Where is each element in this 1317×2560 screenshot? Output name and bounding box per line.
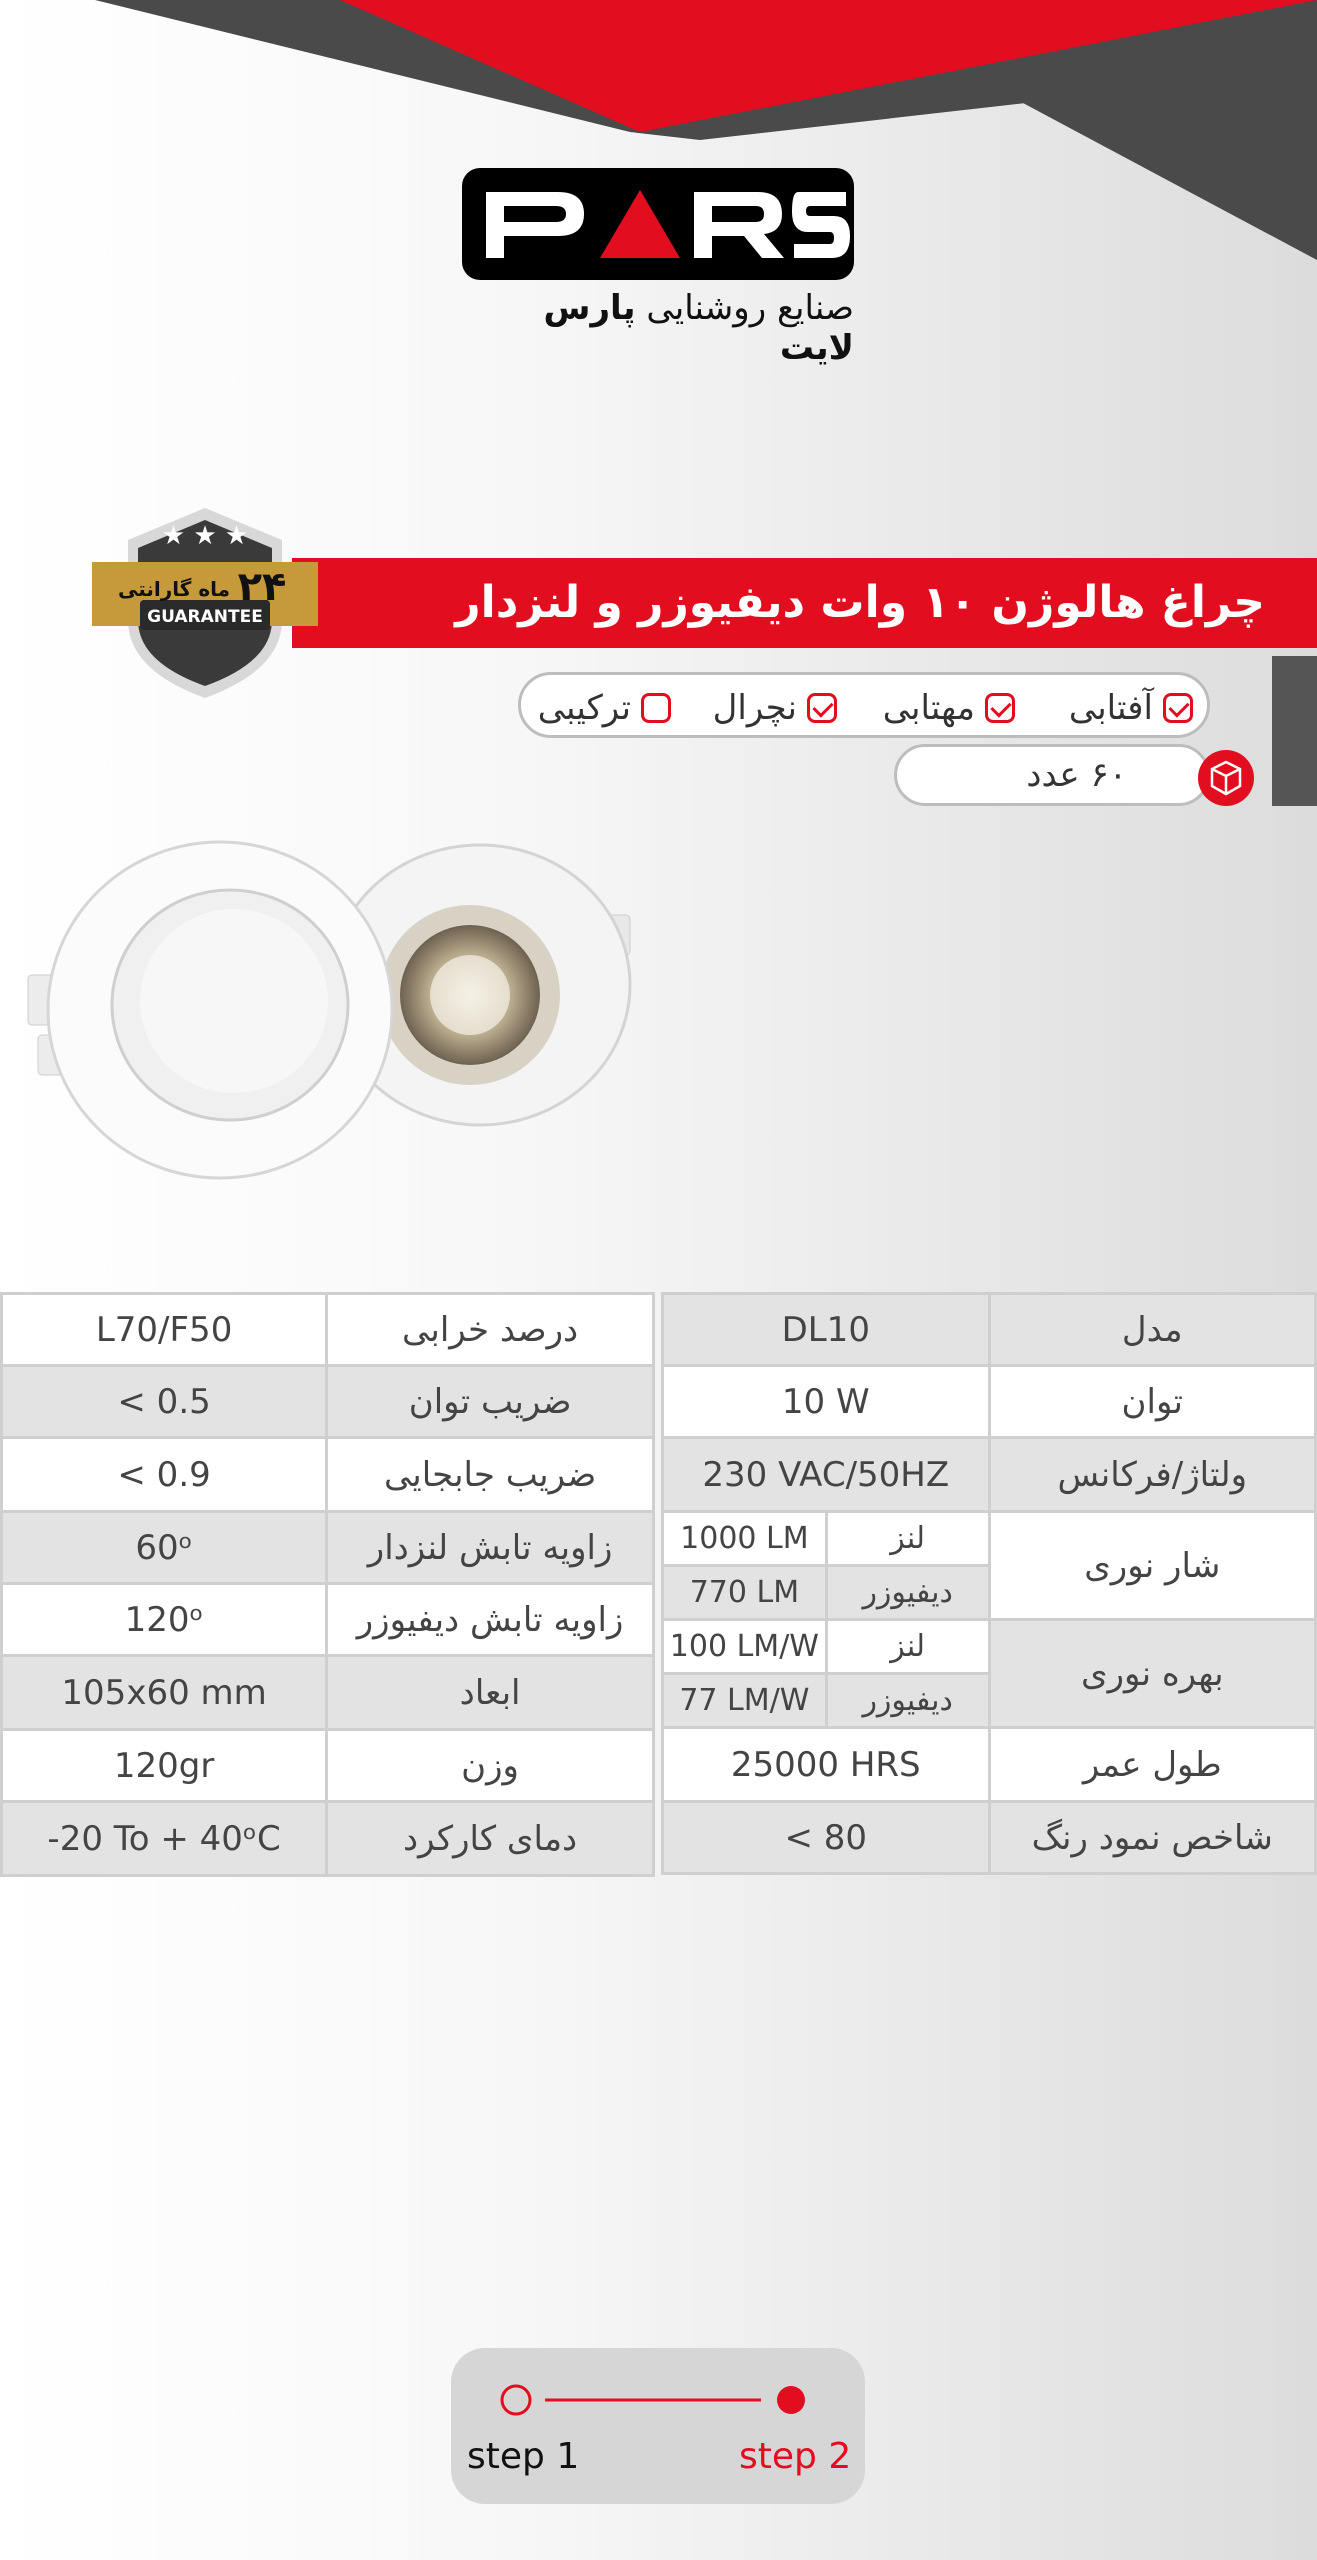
pars-logo — [462, 168, 854, 280]
guarantee-badge-icon — [92, 500, 318, 706]
step-indicator — [451, 2348, 865, 2504]
option-label: نچرال — [712, 688, 797, 728]
spec-table-right — [661, 1292, 1317, 1875]
product-title: چراغ هالوژن ۱۰ وات دیفیوزر و لنزدار — [455, 577, 1265, 628]
step1-dot-icon[interactable] — [502, 2386, 530, 2414]
brand-subtitle-regular: صنایع روشنایی — [635, 288, 854, 328]
spec-label: ضریب جابجایی — [327, 1438, 654, 1512]
checkbox-checked-icon[interactable] — [1163, 693, 1193, 723]
guarantee-label: GUARANTEE — [147, 607, 263, 627]
spec-label: طول عمر — [989, 1728, 1315, 1802]
product-title-banner — [292, 558, 1317, 648]
spec-value: 105x60 mm — [2, 1656, 327, 1730]
option-label: مهتابی — [882, 688, 975, 728]
guarantee-stars: ★ ★ ★ — [161, 521, 249, 551]
spec-value: 120gr — [2, 1730, 327, 1802]
option-combined[interactable] — [538, 683, 671, 733]
step2-label[interactable]: step 2 — [739, 2436, 852, 2477]
spec-value: DL10 — [663, 1294, 990, 1366]
quantity-pill — [894, 744, 1210, 806]
spec-value: 100 LM/W — [663, 1620, 827, 1674]
spec-label: بهره نوری — [989, 1620, 1315, 1728]
checkbox-unchecked-icon[interactable] — [641, 693, 671, 723]
spec-value: -20 To + 40ᵒC — [2, 1802, 327, 1876]
spec-value: 10 W — [663, 1366, 990, 1438]
option-moonlight[interactable] — [883, 683, 1015, 733]
option-label: ترکیبی — [537, 688, 631, 728]
spec-value: 770 LM — [663, 1566, 827, 1620]
spec-label: مدل — [989, 1294, 1315, 1366]
spec-label: درصد خرابی — [327, 1294, 654, 1366]
spec-sublabel: دیفیوزر — [826, 1566, 989, 1620]
spec-value: < 0.9 — [2, 1438, 327, 1512]
spec-value: 25000 HRS — [663, 1728, 990, 1802]
spec-label: شار نوری — [989, 1512, 1315, 1620]
spec-sublabel: دیفیوزر — [826, 1674, 989, 1728]
option-natural[interactable] — [713, 683, 837, 733]
guarantee-months: ماه گارانتی — [117, 577, 231, 601]
checkbox-checked-icon[interactable] — [985, 693, 1015, 723]
spec-label: ولتاژ/فرکانس — [989, 1438, 1315, 1512]
box-icon — [1196, 748, 1256, 808]
guarantee-number: ۲۴ — [237, 564, 287, 610]
brand-subtitle-bold: پارس لایت — [543, 288, 854, 368]
usage-options — [518, 672, 1210, 738]
spec-label: ابعاد — [327, 1656, 654, 1730]
pars-logo-mark — [462, 168, 854, 280]
spec-value: < 80 — [663, 1802, 990, 1874]
spec-label: شاخص نمود رنگ — [989, 1802, 1315, 1874]
spec-value: 60ᵒ — [2, 1512, 327, 1584]
option-sunlight[interactable] — [1069, 683, 1193, 733]
option-label: آفتابی — [1068, 688, 1153, 728]
brand-subtitle — [462, 288, 854, 368]
spec-value: 1000 LM — [663, 1512, 827, 1566]
step2-dot-icon[interactable] — [777, 2386, 805, 2414]
spec-value: 120ᵒ — [2, 1584, 327, 1656]
step1-label[interactable]: step 1 — [467, 2436, 580, 2477]
spec-label: دمای کارکرد — [327, 1802, 654, 1876]
spec-label: ضریب توان — [327, 1366, 654, 1438]
spec-label: زاویه تابش دیفیوزر — [327, 1584, 654, 1656]
spec-label: زاویه تابش لنزدار — [327, 1512, 654, 1584]
spec-value: < 0.5 — [2, 1366, 327, 1438]
step-track — [451, 2348, 865, 2428]
spec-value: 77 LM/W — [663, 1674, 827, 1728]
side-tab — [1272, 656, 1317, 806]
checkbox-checked-icon[interactable] — [807, 693, 837, 723]
spec-table-left — [0, 1292, 655, 1877]
spec-value: L70/F50 — [2, 1294, 327, 1366]
spec-sublabel: لنز — [826, 1620, 989, 1674]
spec-value: 230 VAC/50HZ — [663, 1438, 990, 1512]
spec-sublabel: لنز — [826, 1512, 989, 1566]
spec-label: توان — [989, 1366, 1315, 1438]
quantity-text: ۶۰ عدد — [1026, 755, 1127, 795]
spec-label: وزن — [327, 1730, 654, 1802]
product-image — [20, 815, 650, 1205]
